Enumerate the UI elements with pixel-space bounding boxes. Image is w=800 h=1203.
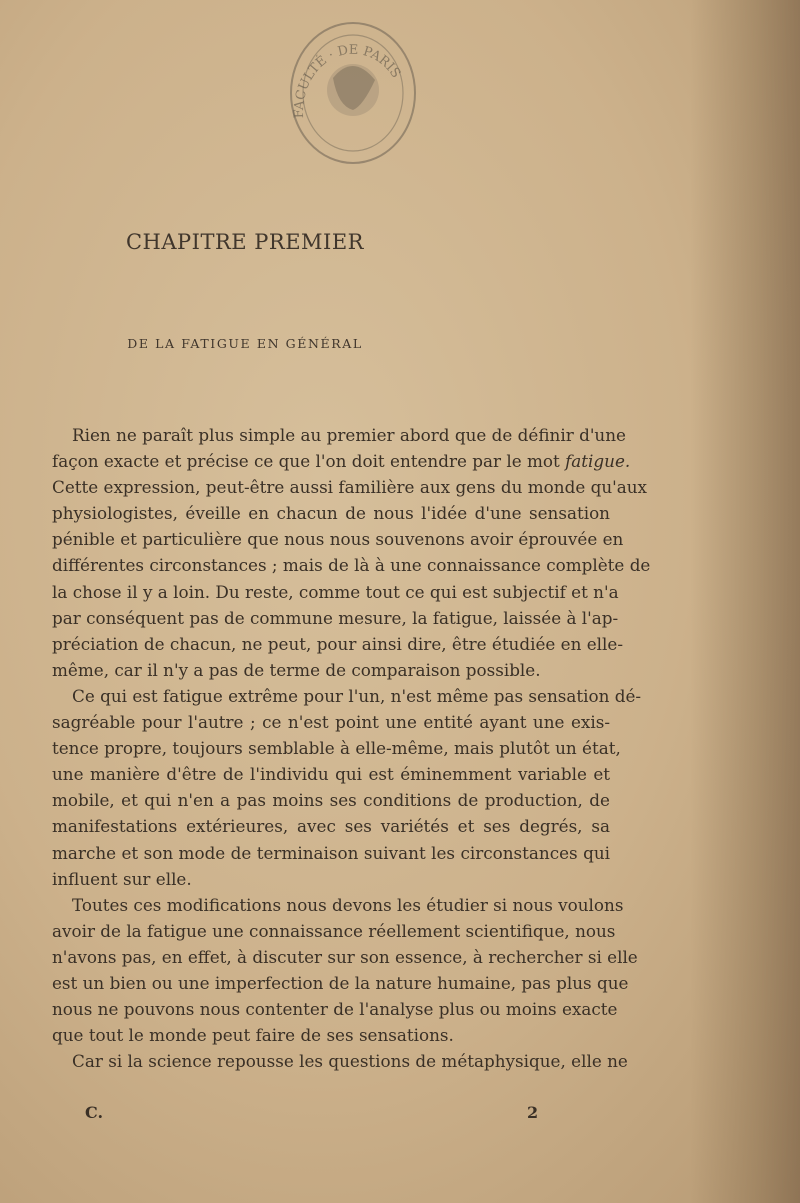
- text-line: [52, 448, 631, 474]
- text-line: manifestations extérieures, avec ses variétés et ses degrés, sa: [52, 816, 610, 837]
- text-line: Cette expression, peut-être aussi familière aux gens du monde qu'aux: [52, 477, 648, 498]
- text-line: pénible et particulière que nous nous souvenons avoir éprouvée en: [52, 529, 624, 550]
- text-line: différentes circonstances ; mais de là à une connaissance complète de: [52, 555, 651, 576]
- text-line: physiologistes, éveille en chacun de nous l'idée d'une sensation: [52, 503, 610, 524]
- body-text: [52, 422, 651, 1074]
- signature-mark: C.: [85, 1103, 104, 1122]
- text-line: mobile, et qui n'en a pas moins ses conditions de production, de: [52, 790, 610, 811]
- text-line: marche et son mode de terminaison suivant les circonstances qui: [52, 842, 610, 863]
- svg-text:FACULTÉ · DE PARIS: FACULTÉ · DE PARIS: [291, 42, 404, 119]
- text-line: même, car il n'y a pas de terme de comparaison possible.: [52, 659, 541, 680]
- text-line: Toutes ces modifications nous devons les étudier si nous voulons: [72, 894, 624, 915]
- page-edge-shadow: [690, 0, 800, 1203]
- text-fragment: façon exacte et précise ce que l'on doit entendre par le mot: [52, 451, 566, 472]
- text-line: sagréable pour l'autre ; ce n'est point une entité ayant une exis-: [52, 712, 610, 733]
- text-line: par conséquent pas de commune mesure, la fatigue, laissée à l'ap-: [52, 607, 619, 628]
- text-line: avoir de la fatigue une connaissance réellement scientifique, nous: [52, 920, 616, 941]
- text-line: une manière d'être de l'individu qui est éminemment variable et: [52, 764, 610, 785]
- text-line: tence propre, toujours semblable à elle-même, mais plutôt un état,: [52, 738, 621, 759]
- chapter-title: CHAPITRE PREMIER: [125, 230, 364, 254]
- text-line: est un bien ou une imperfection de la nature humaine, pas plus que: [52, 972, 629, 993]
- italic-word: fatigue.: [565, 451, 631, 472]
- text-line: n'avons pas, en effet, à discuter sur son essence, à rechercher si elle: [52, 946, 638, 967]
- text-line: que tout le monde peut faire de ses sensations.: [52, 1025, 454, 1046]
- text-line: Ce qui est fatigue extrême pour l'un, n'est même pas sensation dé-: [72, 685, 642, 706]
- section-title: DE LA FATIGUE EN GÉNÉRAL: [127, 336, 363, 351]
- text-line: la chose il y a loin. Du reste, comme tout ce qui est subjectif et n'a: [52, 581, 619, 602]
- library-stamp: [283, 18, 423, 168]
- text-line: Rien ne paraît plus simple au premier abord que de définir d'une: [72, 425, 626, 445]
- text-line: Car si la science repousse les questions de métaphysique, elle ne: [72, 1051, 628, 1072]
- text-line: influent sur elle.: [52, 868, 192, 889]
- text-line: nous ne pouvons nous contenter de l'analyse plus ou moins exacte: [52, 999, 618, 1020]
- text-line: préciation de chacun, ne peut, pour ainsi dire, être étudiée en elle-: [52, 633, 624, 654]
- page-number: 2: [527, 1103, 539, 1122]
